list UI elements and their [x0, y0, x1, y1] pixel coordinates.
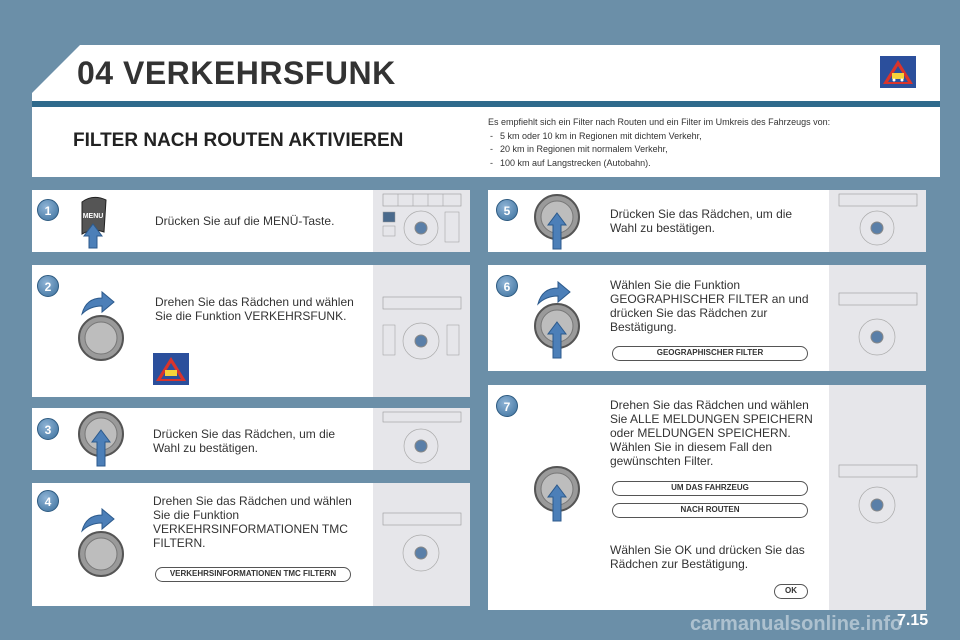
traffic-warning-icon	[153, 353, 189, 385]
console-illustration	[373, 408, 470, 470]
step-text-1: Drücken Sie auf die MENÜ-Taste.	[155, 214, 335, 228]
menu-pill-along-route: NACH ROUTEN	[612, 503, 808, 518]
step-badge-6: 6	[496, 275, 518, 297]
info-item: - 20 km in Regionen mit normalem Verkehr,	[488, 143, 928, 157]
console-illustration	[373, 190, 470, 252]
step-badge-4: 4	[37, 490, 59, 512]
step-badge-1: 1	[37, 199, 59, 221]
press-knob-icon	[533, 302, 581, 360]
step-text-2: Drehen Sie das Rädchen und wählen Sie die Funktion VERKEHRSFUNK.	[155, 295, 354, 323]
step-badge-3: 3	[37, 418, 59, 440]
console-illustration	[829, 385, 926, 610]
menu-pill-ok: OK	[774, 584, 808, 599]
info-list	[488, 130, 928, 171]
console-illustration	[373, 265, 470, 397]
menu-pill-geographic-filter: GEOGRAPHISCHER FILTER	[612, 346, 808, 361]
rotary-knob-icon	[77, 530, 125, 578]
console-panel	[373, 408, 470, 470]
watermark: carmanualsonline.info	[690, 613, 903, 635]
console-panel	[373, 190, 470, 252]
console-illustration	[373, 483, 470, 606]
menu-pill-tmc-filter: VERKEHRSINFORMATIONEN TMC FILTERN	[155, 567, 351, 582]
info-item: - 100 km auf Langstrecken (Autobahn).	[488, 157, 928, 171]
rotate-arrow-icon	[80, 290, 116, 316]
console-panel	[829, 385, 926, 610]
step-badge-2: 2	[37, 275, 59, 297]
page-number: 7.15	[897, 612, 929, 629]
step-text-7b: Wählen Sie OK und drücken Sie das Rädchen zur Bestätigung.	[610, 543, 805, 571]
menu-pill-around-vehicle: UM DAS FAHRZEUG	[612, 481, 808, 496]
rotary-knob-icon	[77, 314, 125, 362]
section-title: FILTER NACH ROUTEN AKTIVIEREN	[73, 130, 404, 151]
page-title: 04 VERKEHRSFUNK	[77, 55, 396, 91]
info-text	[488, 116, 928, 170]
menu-button-icon	[78, 192, 108, 250]
console-illustration	[829, 265, 926, 371]
step-text-5: Drücken Sie das Rädchen, um die Wahl zu bestätigen.	[610, 207, 793, 235]
console-panel	[829, 190, 926, 252]
info-intro: Es empfiehlt sich ein Filter nach Routen und ein Filter im Umkreis des Fahrzeugs von:	[488, 117, 831, 127]
step-text-3: Drücken Sie das Rädchen, um die Wahl zu bestätigen.	[153, 427, 336, 455]
press-knob-icon	[533, 465, 581, 523]
console-illustration	[829, 190, 926, 252]
step-text-6: Wählen Sie die Funktion GEOGRAPHISCHER FILTER an und drücken Sie das Rädchen zur Bestätigung.	[610, 278, 809, 334]
menu-label: MENU	[82, 213, 104, 220]
info-item: - 5 km oder 10 km in Regionen mit dichtem Verkehr,	[488, 130, 928, 144]
step-text-4: Drehen Sie das Rädchen und wählen Sie die Funktion VERKEHRSINFORMATIONEN TMC FILTERN.	[153, 494, 352, 550]
console-panel	[373, 483, 470, 606]
console-panel	[373, 265, 470, 397]
press-knob-icon	[533, 193, 581, 251]
step-badge-5: 5	[496, 199, 518, 221]
press-knob-icon	[77, 410, 125, 468]
step-badge-7: 7	[496, 395, 518, 417]
step-text-7: Drehen Sie das Rädchen und wählen Sie ALLE MELDUNGEN SPEICHERN oder MELDUNGEN SPEICHERN. Wählen Sie in diesem Fall den gewünschten Filter.	[610, 398, 813, 468]
traffic-warning-icon	[880, 56, 916, 88]
console-panel	[829, 265, 926, 371]
